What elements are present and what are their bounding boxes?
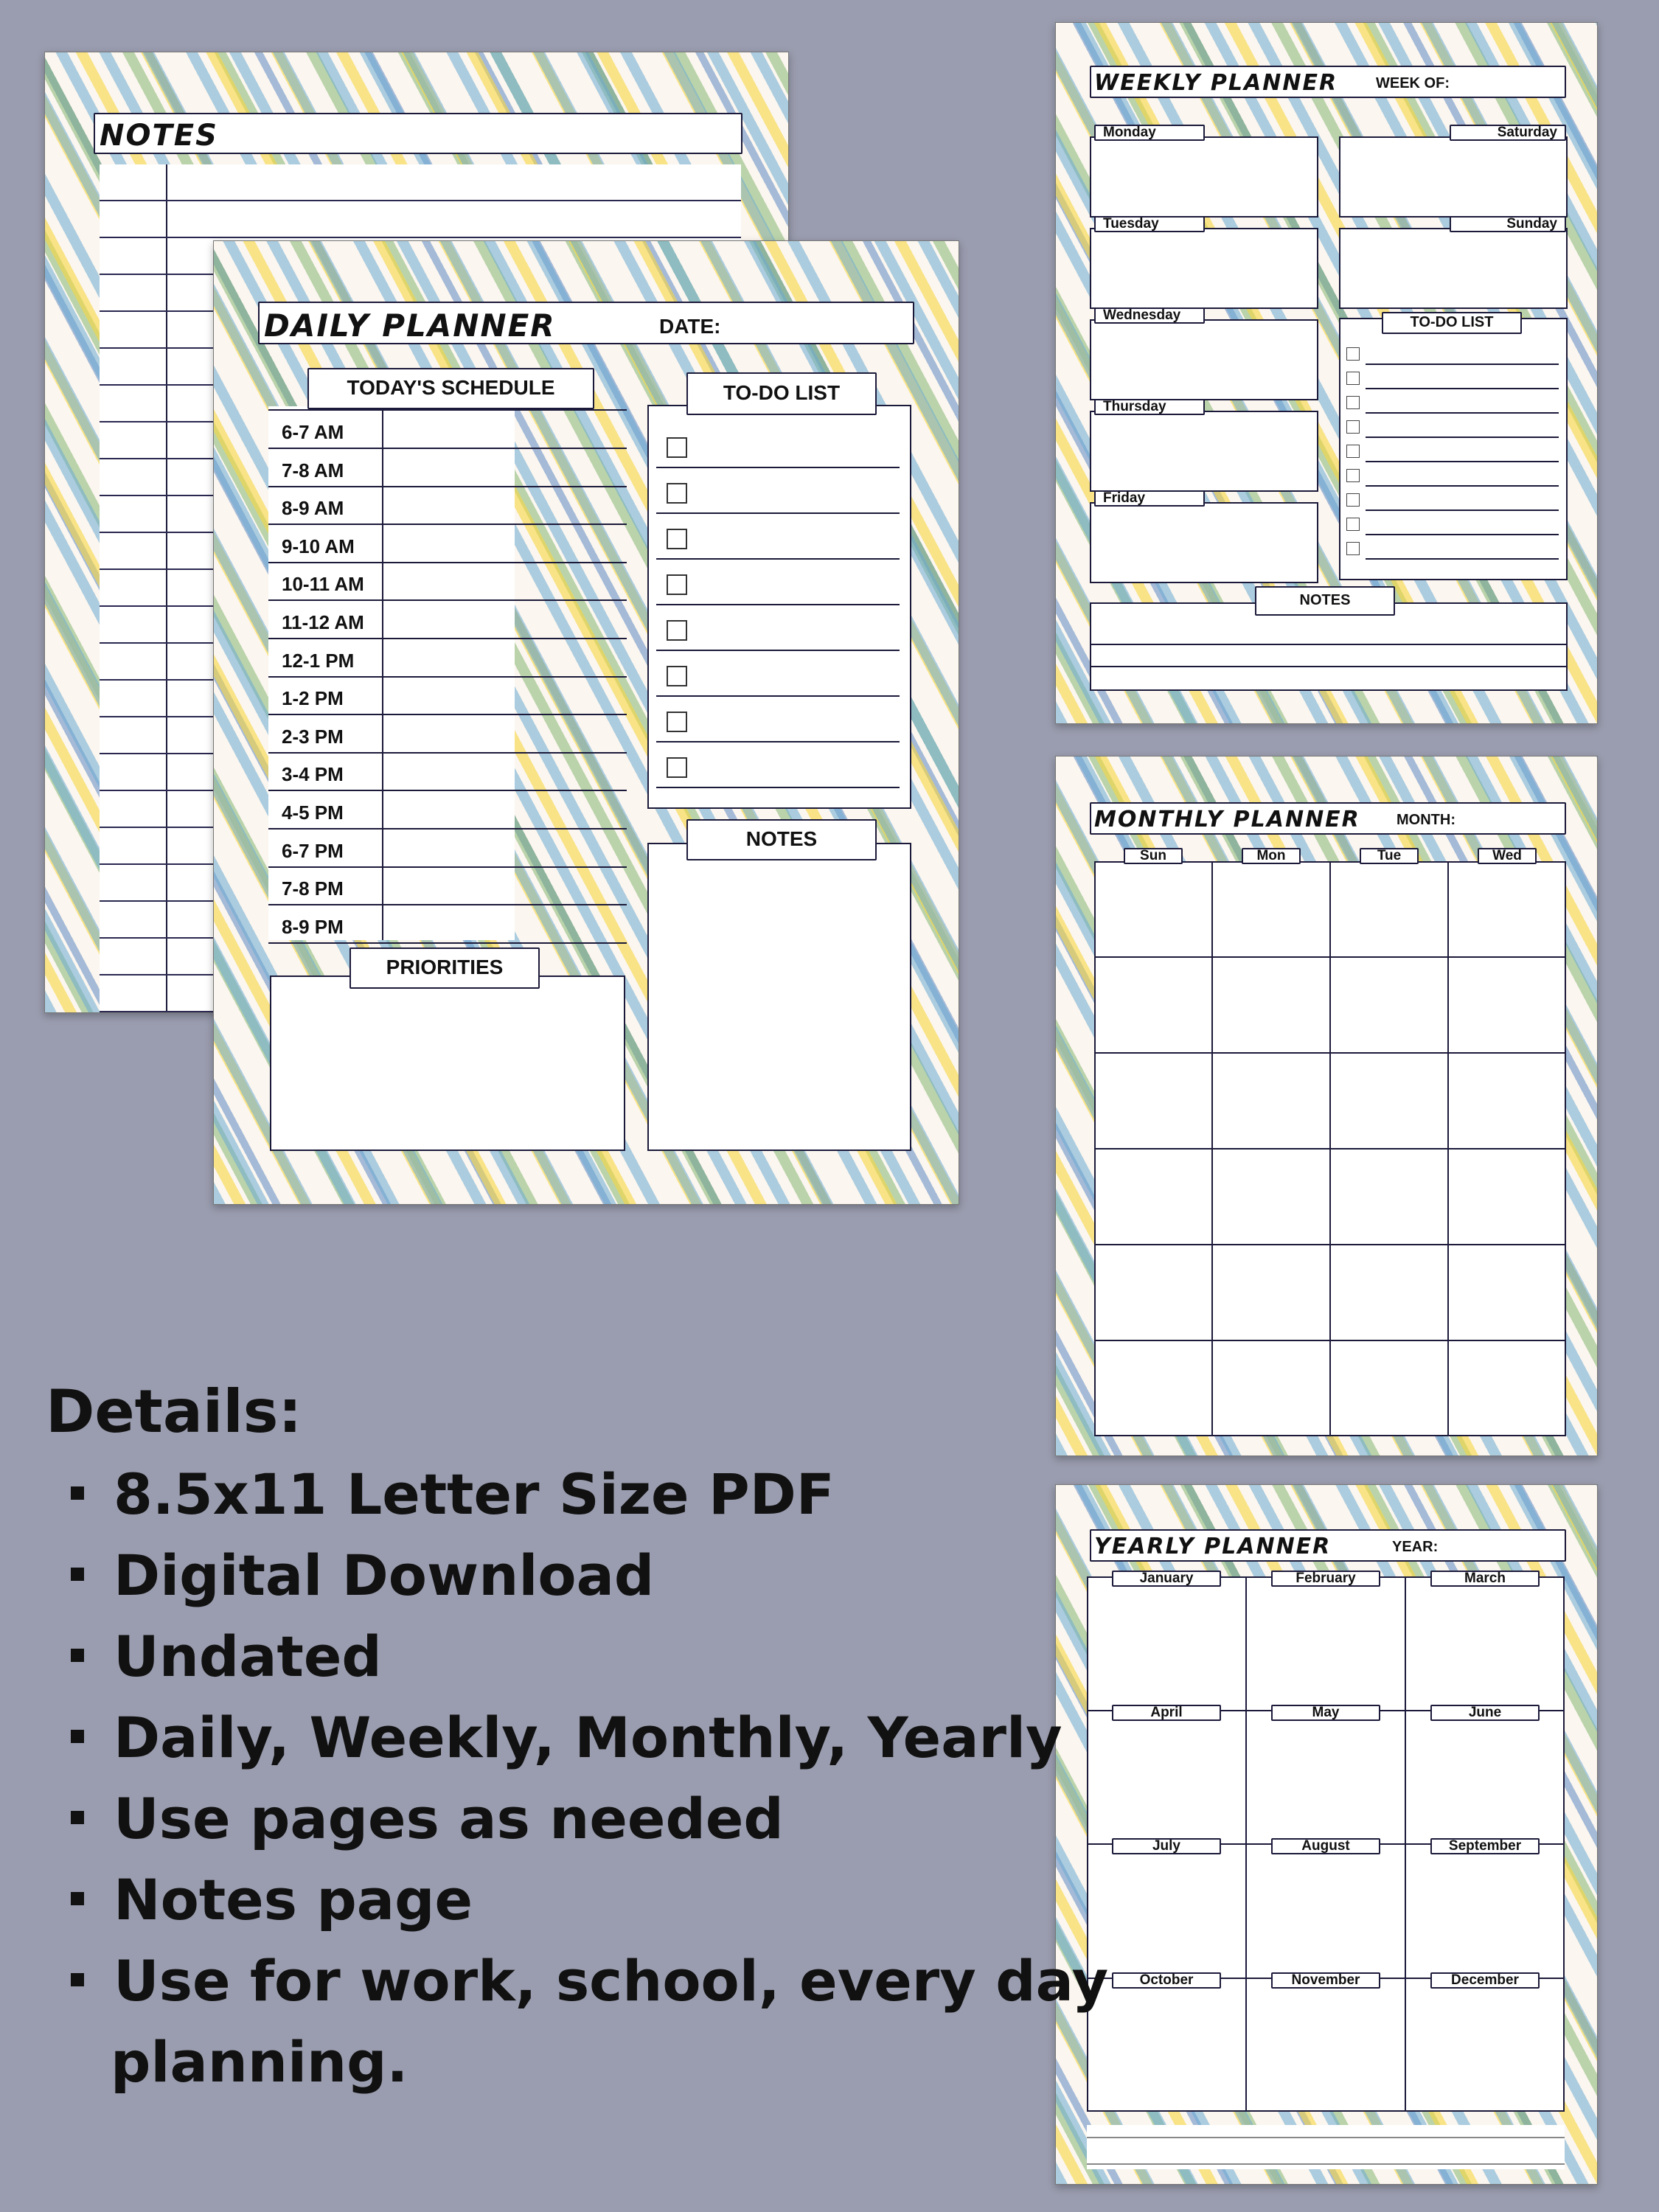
details-item: 8.5x11 Letter Size PDF [114,1461,835,1527]
monthly-grid-row-line [1094,1244,1566,1245]
schedule-time-label: 6-7 PM [282,839,344,862]
yearly-month-tab: February [1271,1571,1380,1587]
yearly-planner-page [1055,1484,1598,2185]
monthly-title-bar [1090,802,1566,835]
weekly-day-tab: Friday [1094,490,1205,507]
weekly-notes-box [1090,602,1568,691]
yearly-month-tab: January [1112,1571,1221,1587]
weekly-day-box [1090,228,1318,309]
schedule-row-line [268,790,627,791]
monthly-grid-row-line [1094,1052,1566,1054]
weekly-todo-checkbox[interactable] [1346,372,1360,385]
weekly-day-tab: Thursday [1094,399,1205,415]
weekly-day-tab: Saturday [1450,125,1566,141]
yearly-month-tab: March [1430,1571,1540,1587]
schedule-time-label: 4-5 PM [282,801,344,824]
weekly-day-tab: Wednesday [1094,307,1205,324]
daily-title-bar [258,302,914,344]
weekly-day-tab: Tuesday [1094,216,1205,232]
schedule-row-line [268,562,627,563]
schedule-time-label: 11-12 AM [282,611,364,633]
details-bullet [71,1811,84,1824]
monthly-day-tab: Mon [1242,848,1301,864]
schedule-time-label: 8-9 PM [282,915,344,938]
schedule-row-line [268,828,627,830]
weekly-todo-line [1366,534,1559,535]
todo-checkbox[interactable] [667,574,687,595]
notes-title-bar [94,113,742,154]
schedule-row-line [268,714,627,715]
todo-checkbox[interactable] [667,620,687,641]
todo-line [656,558,900,560]
todo-checkbox[interactable] [667,666,687,686]
notes-title: NOTES [100,119,218,153]
todo-checkbox[interactable] [667,757,687,778]
weekly-title: WEEKLY PLANNER [1094,70,1338,96]
schedule-time-label: 10-11 AM [282,573,364,596]
schedule-row-line [268,942,627,944]
todo-line [656,787,900,788]
weekly-todo-checkbox[interactable] [1346,396,1360,409]
todo-checkbox[interactable] [667,437,687,458]
yearly-title-bar [1090,1529,1566,1562]
daily-todo-label: TO-DO LIST [686,372,877,415]
details-bullet [71,1649,84,1662]
monthly-planner-page [1055,756,1598,1456]
schedule-row-line [268,676,627,678]
yearly-month-tab: October [1112,1972,1221,1989]
schedule-row-line [268,866,627,868]
details-item: Digital Download [114,1543,655,1608]
yearly-year-label: YEAR: [1392,1539,1439,1555]
monthly-grid-row-line [1094,956,1566,958]
weekly-week-label: WEEK OF: [1376,75,1450,91]
details-bullet [71,1973,84,1986]
details-item: Daily, Weekly, Monthly, Yearly [114,1705,1062,1770]
yearly-month-tab: September [1430,1838,1540,1854]
todo-line [656,741,900,742]
yearly-month-tab: April [1112,1705,1221,1721]
todo-line [656,512,900,514]
schedule-row-line [268,599,627,601]
weekly-day-box [1090,502,1318,583]
weekly-day-box [1090,136,1318,218]
weekly-day-box [1339,136,1568,218]
todo-line [656,695,900,697]
weekly-todo-line [1366,437,1559,438]
details-item: Notes page [114,1867,473,1933]
todo-line [656,467,900,468]
todo-checkbox[interactable] [667,483,687,504]
schedule-time-label: 9-10 AM [282,535,355,557]
weekly-notes-label: NOTES [1255,586,1395,616]
weekly-todo-line [1366,364,1559,365]
todo-line [656,650,900,651]
weekly-day-box [1090,411,1318,492]
weekly-todo-line [1366,461,1559,462]
daily-date-label: DATE: [659,315,721,338]
todo-checkbox[interactable] [667,712,687,732]
monthly-day-tab: Wed [1478,848,1537,864]
yearly-month-tab: July [1112,1838,1221,1854]
weekly-todo-line [1366,485,1559,487]
todo-checkbox[interactable] [667,529,687,549]
weekly-todo-checkbox[interactable] [1346,347,1360,361]
monthly-month-label: MONTH: [1397,812,1455,828]
daily-title: DAILY PLANNER [264,307,556,344]
details-bullet [71,1568,84,1581]
weekly-todo-checkbox[interactable] [1346,469,1360,482]
details-item-continuation: planning. [111,2029,408,2095]
yearly-month-tab: May [1271,1705,1380,1721]
weekly-todo-checkbox[interactable] [1346,493,1360,507]
schedule-time-label: 7-8 AM [282,459,344,481]
schedule-row-line [268,524,627,525]
weekly-todo-line [1366,509,1559,511]
weekly-day-box [1339,228,1568,309]
schedule-time-label: 8-9 AM [282,497,344,520]
weekly-todo-box [1339,318,1568,580]
daily-notes-box [647,843,911,1151]
monthly-grid-row-line [1094,1148,1566,1150]
weekly-todo-checkbox[interactable] [1346,420,1360,434]
monthly-grid-row-line [1094,1340,1566,1341]
weekly-day-box [1090,319,1318,400]
details-bullet [71,1730,84,1743]
todo-line [656,604,900,605]
schedule-row-line [268,486,627,487]
details-item: Use pages as needed [114,1786,784,1851]
yearly-title: YEARLY PLANNER [1094,1534,1332,1559]
yearly-footer-lines [1087,2125,1565,2169]
monthly-day-tab: Sun [1124,848,1183,864]
schedule-time-label: 3-4 PM [282,763,344,786]
weekly-todo-line [1366,558,1559,560]
daily-todo-box [647,405,911,809]
weekly-day-tab: Sunday [1450,216,1566,232]
weekly-day-tab: Monday [1094,125,1205,141]
schedule-top-line [268,409,627,411]
details-heading: Details: [46,1377,302,1446]
yearly-month-tab: November [1271,1972,1380,1989]
schedule-label: TODAY'S SCHEDULE [307,368,594,409]
schedule-time-label: 7-8 PM [282,877,344,900]
weekly-planner-page [1055,22,1598,724]
weekly-todo-line [1366,412,1559,414]
schedule-row-line [268,638,627,639]
details-bullet [71,1486,84,1500]
monthly-day-tab: Tue [1360,848,1419,864]
weekly-todo-checkbox[interactable] [1346,518,1360,531]
yearly-month-tab: August [1271,1838,1380,1854]
details-item: Use for work, school, every day [114,1948,1109,2014]
daily-planner-page [213,240,959,1205]
yearly-month-tab: June [1430,1705,1540,1721]
daily-notes-label: NOTES [686,819,877,860]
weekly-todo-checkbox[interactable] [1346,445,1360,458]
weekly-title-bar [1090,66,1566,98]
weekly-todo-label: TO-DO LIST [1382,312,1522,334]
details-bullet [71,1892,84,1905]
priorities-label: PRIORITIES [349,947,540,989]
weekly-todo-checkbox[interactable] [1346,542,1360,555]
yearly-month-tab: December [1430,1972,1540,1989]
details-item: Undated [114,1624,382,1689]
weekly-todo-line [1366,388,1559,389]
schedule-row-line [268,904,627,905]
schedule-time-label: 12-1 PM [282,649,355,672]
schedule-row-line [268,448,627,449]
schedule-row-line [268,752,627,754]
notes-line [100,200,741,201]
monthly-title: MONTHLY PLANNER [1094,807,1360,832]
notes-line [100,237,741,238]
schedule-time-label: 2-3 PM [282,725,344,748]
schedule-time-label: 1-2 PM [282,687,344,710]
schedule-time-label: 6-7 AM [282,421,344,443]
priorities-box [270,975,625,1151]
